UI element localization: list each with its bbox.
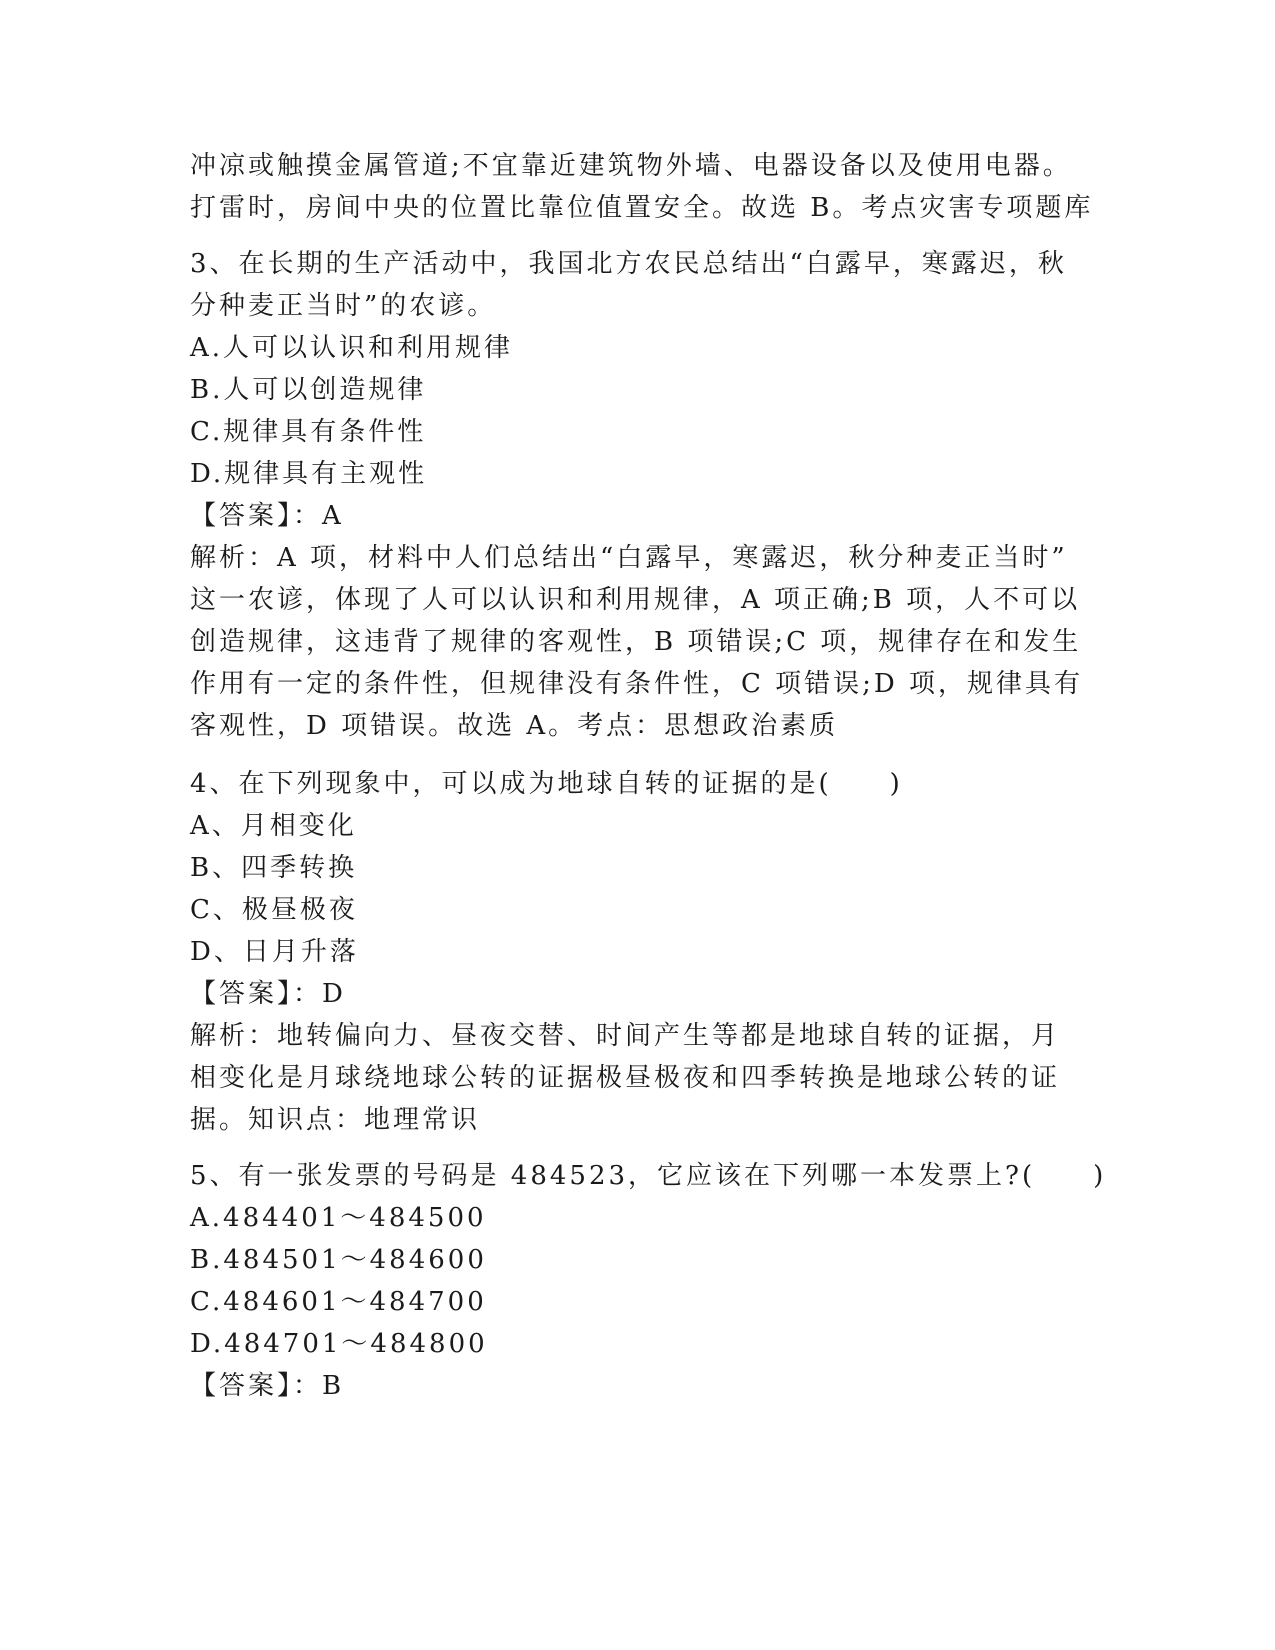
question-5-answer: 【答案】：B	[190, 1371, 345, 1401]
question-3-option-d: D.规律具有主观性	[190, 459, 428, 489]
question-4-option-a: A、月相变化	[190, 811, 357, 841]
question-3-stem: 3、在长期的生产活动中，我国北方农民总结出“白露早，寒露迟，秋	[190, 249, 1067, 279]
question-5-stem: 5、有一张发票的号码是 484523，它应该在下列哪一本发票上?( )	[190, 1161, 1107, 1191]
question-3-option-b: B.人可以创造规律	[190, 375, 427, 405]
question-4-explanation: 据。知识点：地理常识	[190, 1105, 481, 1135]
question-3-explanation: 客观性，D 项错误。故选 A。考点：思想政治素质	[190, 711, 839, 741]
question-5-option-b: B.484501～484600	[190, 1245, 487, 1275]
question-3-option-a: A.人可以认识和利用规律	[190, 333, 514, 363]
question-3-explanation: 作用有一定的条件性，但规律没有条件性，C 项错误;D 项，规律具有	[190, 669, 1084, 699]
question-4-option-c: C、极昼极夜	[190, 895, 358, 925]
question-4-option-b: B、四季转换	[190, 853, 358, 883]
question-4-answer: 【答案】：D	[190, 979, 346, 1009]
question-4-explanation: 相变化是月球绕地球公转的证据极昼极夜和四季转换是地球公转的证	[190, 1063, 1061, 1093]
question-5-option-d: D.484701～484800	[190, 1329, 488, 1359]
question-5-option-a: A.484401～484500	[190, 1203, 487, 1233]
text-line: 冲凉或触摸金属管道;不宜靠近建筑物外墙、电器设备以及使用电器。	[190, 151, 1072, 181]
question-3-option-c: C.规律具有条件性	[190, 417, 427, 447]
question-3-explanation: 创造规律，这违背了规律的客观性，B 项错误;C 项，规律存在和发生	[190, 627, 1082, 657]
question-4-stem: 4、在下列现象中，可以成为地球自转的证据的是( )	[190, 769, 903, 799]
question-4-option-d: D、日月升落	[190, 937, 359, 967]
question-5-option-c: C.484601～484700	[190, 1287, 487, 1317]
question-3-explanation: 这一农谚，体现了人可以认识和利用规律，A 项正确;B 项，人不可以	[190, 585, 1081, 615]
question-3-answer: 【答案】：A	[190, 501, 344, 531]
question-3-explanation: 解析：A 项，材料中人们总结出“白露早，寒露迟，秋分种麦正当时”	[190, 543, 1068, 573]
text-line: 打雷时，房间中央的位置比靠位值置安全。故选 B。考点灾害专项题库	[190, 193, 1094, 223]
question-4-explanation: 解析：地转偏向力、昼夜交替、时间产生等都是地球自转的证据，月	[190, 1021, 1061, 1051]
question-3-stem: 分种麦正当时”的农谚。	[190, 291, 497, 321]
